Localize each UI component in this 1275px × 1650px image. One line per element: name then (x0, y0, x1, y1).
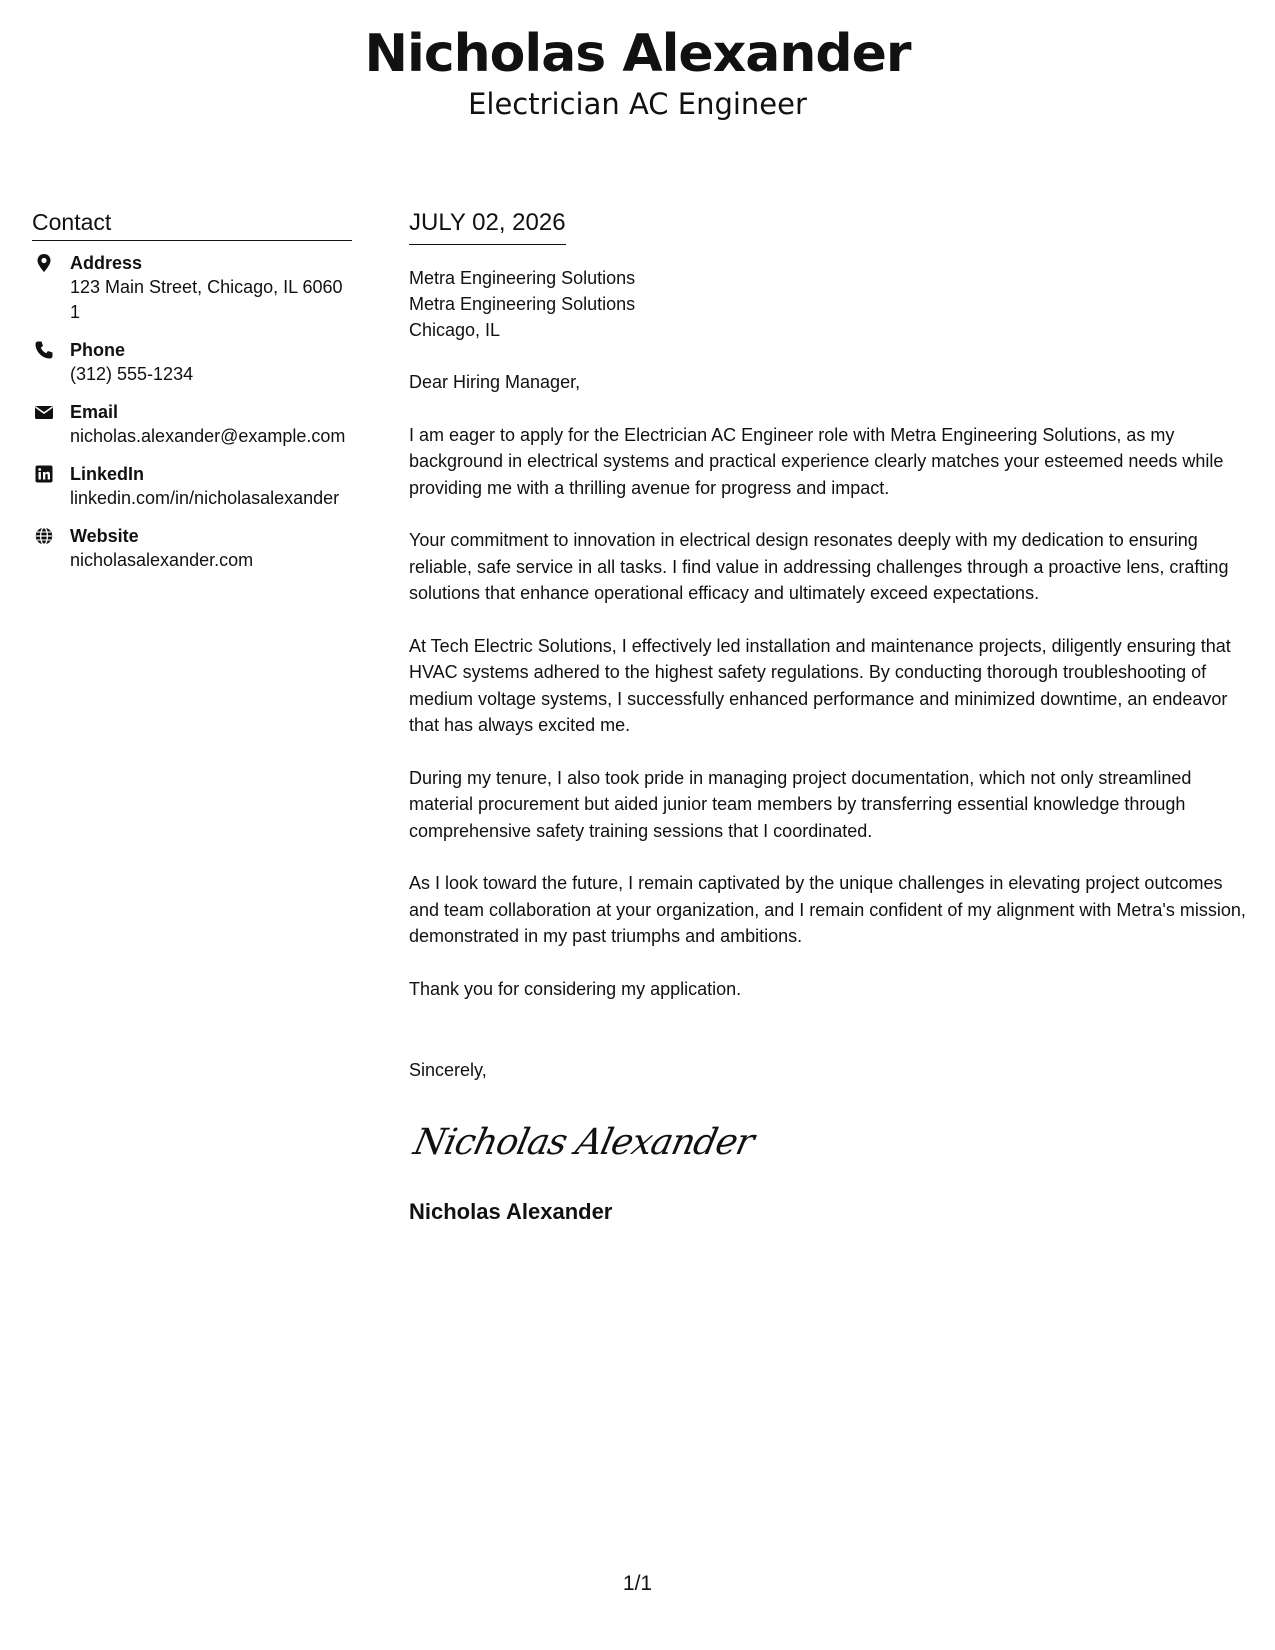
applicant-role: Electrician AC Engineer (468, 87, 807, 121)
contact-label: Email (70, 402, 119, 422)
salutation: Dear Hiring Manager, (409, 372, 581, 392)
contact-value: linkedin.com/in/nicholasalexander (70, 488, 340, 508)
envelope-icon (34, 402, 54, 422)
letter-paragraph: During my tenure, I also took pride in managing project documentation, which not only streamlined material procurement but aided junior team members by transferring essential knowledge through comprehensive safety training sessions that I coordinated. (409, 767, 1192, 841)
letter-paragraph: At Tech Electric Solutions, I effectively led installation and maintenance projects, diligently ensuring that HVAC systems adhered to the highest safety regulations. By conducting thorough troubleshooting of medium voltage systems, I successfully enhanced performance and minimized downtime, an endeavor that has always excited me. (409, 635, 1231, 735)
contact-website (32, 524, 352, 573)
globe-icon (34, 526, 54, 546)
contact-value: (312) 555-1234 (70, 364, 194, 384)
letter-paragraph: Thank you for considering my application. (409, 978, 742, 999)
contact-value: 123 Main Street, Chicago, IL 60601 (70, 277, 343, 322)
contact-email (32, 400, 352, 449)
handwritten-signature: Nicholas Alexander (410, 1121, 758, 1163)
contact-address (32, 251, 352, 325)
contact-phone (32, 338, 352, 387)
contact-label: Phone (70, 340, 126, 360)
letter-paragraph: Your commitment to innovation in electrical design resonates deeply with my dedication to ensuring reliable, safe service in all tasks. I find value in addressing challenges through a proactive lens, crafting solutions that enhance operational efficacy and ultimately exceed expectations. (409, 530, 1229, 603)
letter-paragraph: As I look toward the future, I remain captivated by the unique challenges in elevating project outcomes and team collaboration at your organization, and I remain confident of my alignment with Metra's mission, demonstrated in my past triumphs and ambitions. (409, 873, 1246, 946)
recipient-line: Metra Engineering Solutions (409, 294, 636, 314)
page-number: 1/1 (622, 1572, 653, 1595)
contact-sidebar (32, 208, 352, 586)
contact-section-title: Contact (32, 208, 352, 241)
contact-label: Address (70, 253, 143, 273)
phone-icon (34, 340, 54, 360)
letter-paragraph: I am eager to apply for the Electrician AC Engineer role with Metra Engineering Solutions, as my background in electrical systems and practical experience clearly matches your esteemed needs while providing me with a thrilling avenue for progress and impact. (409, 424, 1224, 498)
contact-value: nicholasalexander.com (70, 550, 254, 570)
contact-linkedin (32, 462, 352, 511)
location-pin-icon (34, 253, 54, 273)
contact-label: Website (70, 526, 139, 546)
letter-date: JULY 02, 2026 (409, 208, 566, 245)
letter-header (0, 22, 1275, 122)
letter-body (409, 208, 1247, 1226)
contact-label: LinkedIn (70, 464, 145, 484)
linkedin-icon (34, 464, 54, 484)
recipient-line: Metra Engineering Solutions (409, 268, 636, 288)
recipient-line: Chicago, IL (409, 320, 501, 340)
closing: Sincerely, (409, 1060, 487, 1080)
applicant-name: Nicholas Alexander (364, 24, 911, 84)
signer-name: Nicholas Alexander (409, 1198, 613, 1224)
recipient-block (409, 265, 1247, 343)
contact-value: nicholas.alexander@example.com (70, 426, 346, 446)
